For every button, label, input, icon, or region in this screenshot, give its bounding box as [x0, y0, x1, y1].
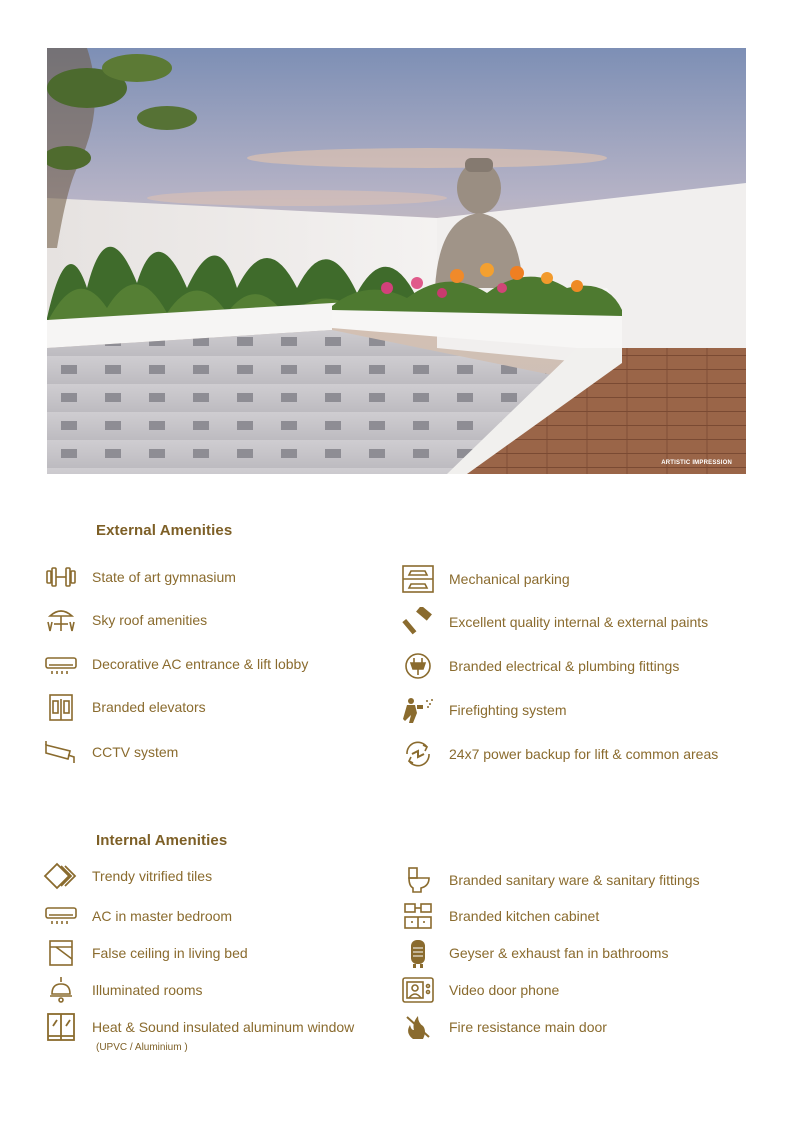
amenity-sanitary-ware: [400, 866, 700, 894]
amenity-label: Sky roof amenities: [92, 612, 208, 628]
amenity-label: Mechanical parking: [449, 571, 570, 587]
amenity-label: Illuminated rooms: [92, 982, 203, 998]
amenity-label: Branded electrical & plumbing fittings: [449, 658, 680, 674]
amenity-label: Branded elevators: [92, 699, 206, 715]
plug-icon: [400, 652, 436, 680]
amenity-illuminated-rooms: [43, 976, 203, 1004]
amenity-label: Geyser & exhaust fan in bathrooms: [449, 945, 669, 961]
internal-amenities-heading: Internal Amenities: [96, 832, 228, 849]
paint-roller-icon: [400, 608, 436, 636]
amenity-label: CCTV system: [92, 744, 179, 760]
rooftop-garden-illustration: [47, 48, 746, 474]
amenity-label: Excellent quality internal & external paints: [449, 614, 709, 630]
amenity-label: Fire resistance main door: [449, 1019, 607, 1035]
amenity-gymnasium: [43, 563, 236, 591]
amenity-label: 24x7 power backup for lift & common areas: [449, 746, 719, 762]
amenity-false-ceiling: [43, 939, 248, 967]
amenity-power-backup: [400, 740, 719, 768]
amenity-ac-bedroom: [43, 902, 233, 930]
amenity-geyser: [400, 939, 669, 967]
amenity-video-door-phone: [400, 976, 560, 1004]
amenity-label: Branded sanitary ware & sanitary fittings: [449, 872, 700, 888]
amenity-mechanical-parking: [400, 565, 570, 593]
amenity-label: Decorative AC entrance & lift lobby: [92, 656, 309, 672]
video-phone-icon: [400, 976, 436, 1004]
window-material-note: (UPVC / Aluminium ): [96, 1042, 188, 1053]
amenity-label: Heat & Sound insulated aluminum window: [92, 1019, 355, 1035]
amenity-ac-lobby: [43, 650, 309, 678]
amenity-paints: [400, 608, 709, 636]
amenity-sky-roof: [43, 606, 208, 634]
ceiling-lamp-icon: [43, 976, 79, 1004]
dumbbell-icon: [43, 563, 79, 591]
window-icon: [43, 1013, 79, 1041]
amenity-elevators: [43, 693, 206, 721]
geyser-icon: [400, 939, 436, 967]
amenity-label: Trendy vitrified tiles: [92, 868, 213, 884]
amenity-label: State of art gymnasium: [92, 569, 236, 585]
amenity-label: Firefighting system: [449, 702, 567, 718]
hero-rooftop-image: [47, 48, 746, 474]
amenity-kitchen-cabinet: [400, 902, 600, 930]
fire-resistant-door-icon: [400, 1013, 436, 1041]
amenity-label: False ceiling in living bed: [92, 945, 248, 961]
air-conditioner-icon: [43, 902, 79, 930]
amenity-label: AC in master bedroom: [92, 908, 233, 924]
amenity-label: Video door phone: [449, 982, 560, 998]
false-ceiling-icon: [43, 939, 79, 967]
parking-icon: [400, 565, 436, 593]
umbrella-table-icon: [43, 606, 79, 634]
amenity-cctv: [43, 738, 179, 766]
amenity-firefighting: [400, 696, 567, 724]
power-backup-icon: [400, 740, 436, 768]
amenity-insulated-window: [43, 1013, 355, 1041]
amenity-fire-resistant-door: [400, 1013, 607, 1041]
fire-extinguisher-icon: [400, 696, 436, 724]
air-conditioner-icon: [43, 650, 79, 678]
image-credit: ARTISTIC IMPRESSION: [661, 460, 732, 466]
amenity-vitrified-tiles: [43, 862, 213, 890]
cctv-camera-icon: [43, 738, 79, 766]
external-amenities-heading: External Amenities: [96, 522, 233, 539]
amenity-electrical-fittings: [400, 652, 680, 680]
tiles-icon: [43, 862, 79, 890]
kitchen-cabinet-icon: [400, 902, 436, 930]
elevator-icon: [43, 693, 79, 721]
amenity-label: Branded kitchen cabinet: [449, 908, 600, 924]
toilet-icon: [400, 866, 436, 894]
